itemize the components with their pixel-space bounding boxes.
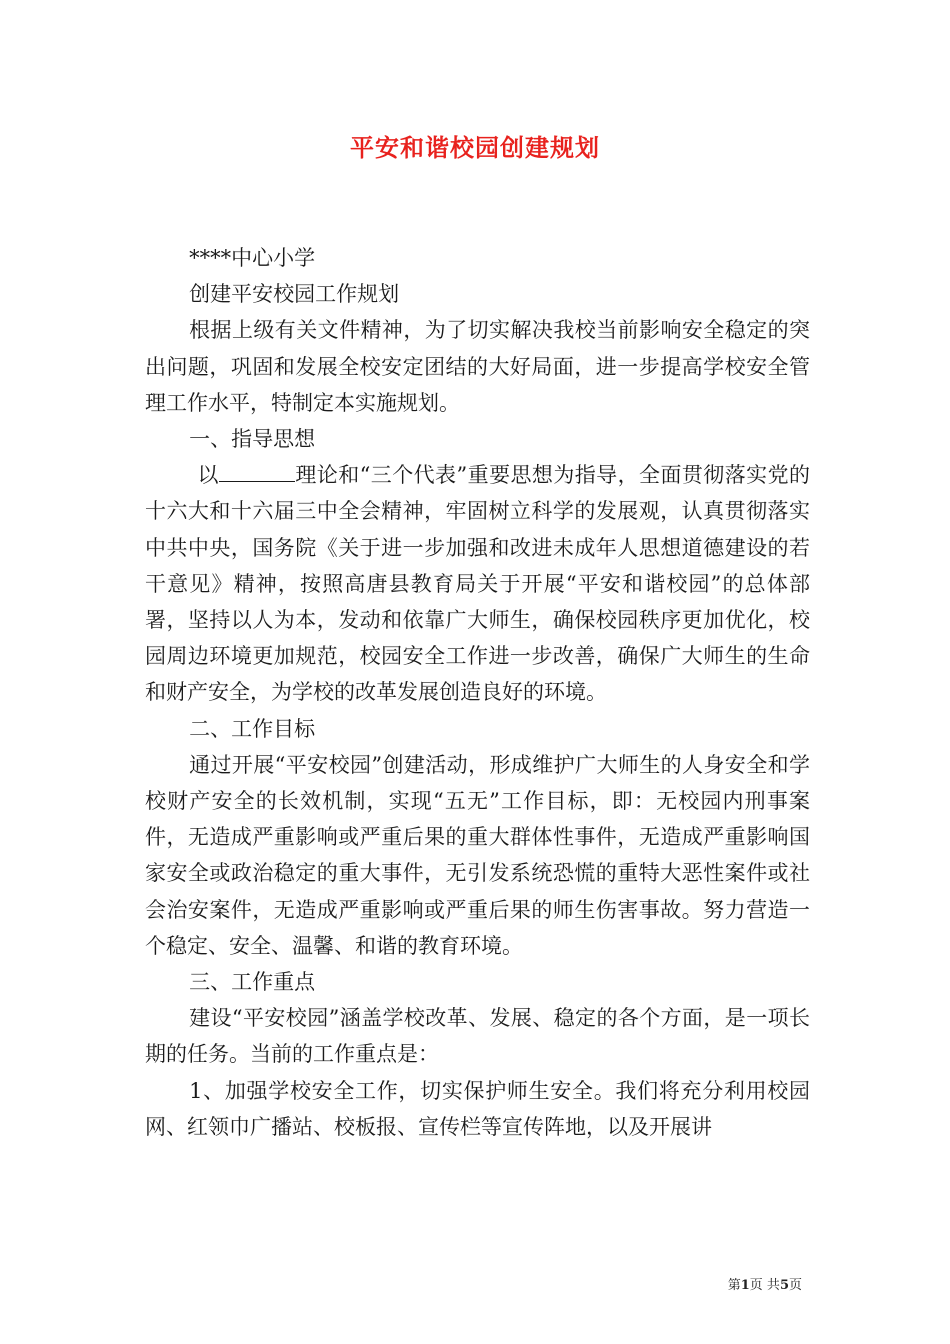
footer-page-number: 1: [740, 1278, 750, 1293]
plan-subtitle: 创建平安校园工作规划: [189, 282, 400, 307]
footer-middle: 页 共: [749, 1278, 780, 1293]
section2-heading: 二、工作目标: [189, 716, 316, 741]
footer-prefix: 第: [727, 1278, 741, 1293]
section1-body: 理论和“三个代表”重要思想为指导，全面贯彻落实党的十六大和十六届三中全会精神，牢固树立科学的发展观，认真贯彻落实中共中央，国务院《关于进一步加强和改进未成年人思想道德建设的若干意见》精神，按照高唐县教育局关于开展“平安和谐校园”的总体部署，坚持以人为本，发动和依靠广大师生，确保校园秩序更加优化，校园周边环境更加规范，校园安全工作进一步改善，确保广大师生的生命和财产安全，为学校的改革发展创造良好的环境。: [145, 463, 810, 705]
document-body: [145, 240, 810, 1145]
section1-heading: 一、指导思想: [189, 427, 316, 452]
footer-suffix: 页: [788, 1278, 802, 1293]
section1-paragraph: [145, 457, 810, 710]
school-name: ****中心小学: [189, 246, 316, 270]
footer-total-pages: 5: [779, 1278, 789, 1293]
document-title: 平安和谐校园创建规划: [350, 133, 600, 162]
blank-underline: [219, 463, 295, 482]
intro-paragraph: 根据上级有关文件精神，为了切实解决我校当前影响安全稳定的突出问题，巩固和发展全校安定团结的大好局面，进一步提高学校安全管理工作水平，特制定本实施规划。: [145, 318, 810, 415]
section1-prefix: 以: [197, 463, 219, 488]
page-footer: [728, 1274, 802, 1293]
section2-paragraph: 通过开展“平安校园”创建活动，形成维护广大师生的人身安全和学校财产安全的长效机制，实现“五无”工作目标，即：无校园内刑事案件，无造成严重影响或严重后果的重大群体性事件，无造成严重影响国家安全或政治稳定的重大事件，无引发系统恐慌的重特大恶性案件或社会治安案件，无造成严重影响或严重后果的师生伤害事故。努力营造一个稳定、安全、温馨、和谐的教育环境。: [145, 752, 810, 958]
section3-heading: 三、工作重点: [189, 970, 316, 995]
section3-paragraph: 建设“平安校园”涵盖学校改革、发展、稳定的各个方面，是一项长期的任务。当前的工作重点是：: [145, 1006, 810, 1067]
item1-paragraph: 1、加强学校安全工作，切实保护师生安全。我们将充分利用校园网、红领巾广播站、校板报、宣传栏等宣传阵地，以及开展讲: [145, 1078, 810, 1139]
